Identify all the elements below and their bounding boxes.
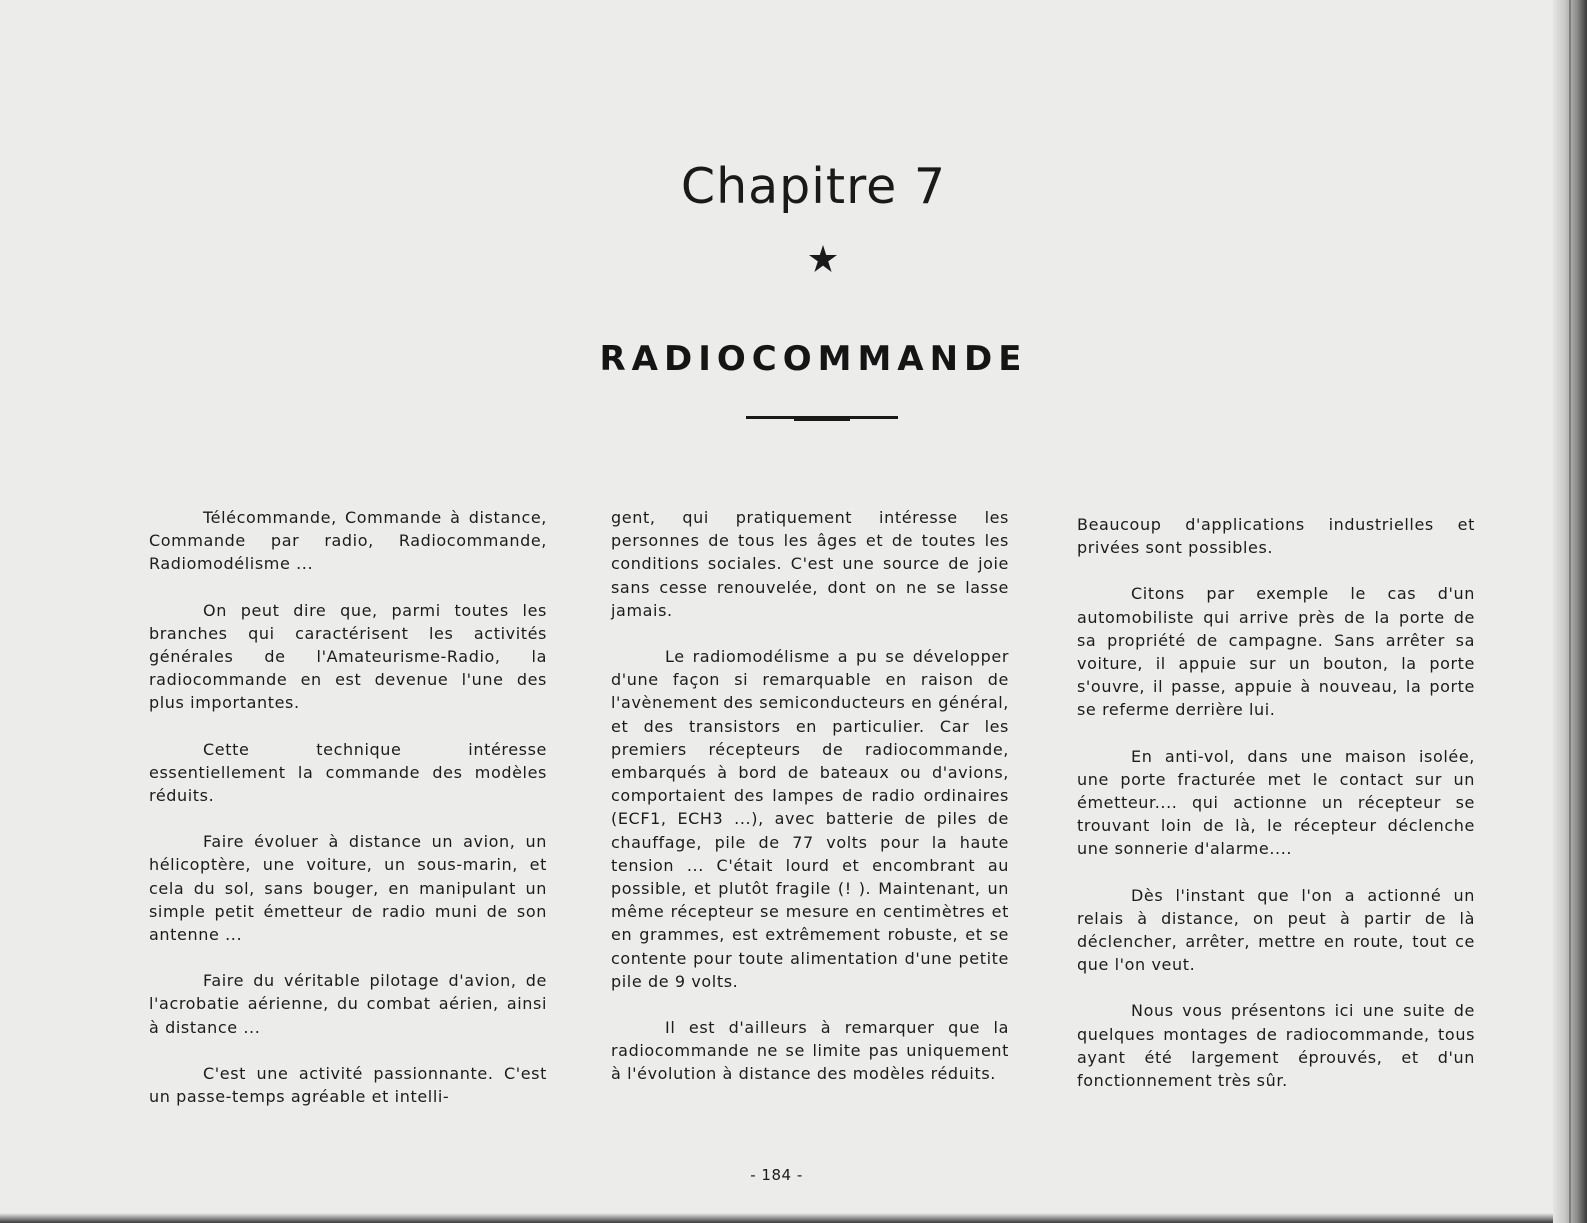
paragraph: Cette technique intéresse essentiellement la commande des modèles réduits. xyxy=(149,739,547,806)
chapter-title: Chapitre 7 xyxy=(680,158,947,215)
scan-bottom-shadow xyxy=(0,1213,1553,1223)
paragraph: Le radiomodélisme a pu se développer d'une façon si remarquable en raison de l'avènement des semiconducteurs en général, et des transistors en particulier. Car les premiers récepteurs de radiocommande, embarqués à bord de bateaux ou d'avions, comportaient des lampes de radio ordinaires (ECF1, ECH3 ...), avec batterie de piles de chauffage, pile de 77 volts pour la haute tension ... C'était lourd et encombrant au possible, et plutôt fragile (! ). Maintenant, un même récepteur se mesure en centimètres et en grammes, est extrêmement robuste, et se contente pour toute alimentation d'une petite pile de 9 volts. xyxy=(611,647,1009,991)
star-icon xyxy=(806,244,840,274)
paragraph: Citons par exemple le cas d'un automobiliste qui arrive près de la porte de sa propriété de campagne. Sans arrêter sa voiture, il appuie sur un bouton, la porte s'ouvre, il passe, appuie à nouveau, la porte se referme derrière lui. xyxy=(1077,584,1475,720)
paragraph: Dès l'instant que l'on a actionné un relais à distance, on peut à partir de là déclencher, arrêter, mettre en route, tout ce que l'on veut. xyxy=(1077,885,1475,975)
paragraph: Faire du véritable pilotage d'avion, de l'acrobatie aérienne, du combat aérien, ainsi à distance ... xyxy=(149,971,547,1037)
paragraph: On peut dire que, parmi toutes les branches qui caractérisent les activités générales de l'Amateurisme-Radio, la radiocommande en est devenue l'une des plus importantes. xyxy=(149,600,547,713)
text-column-1 xyxy=(149,506,547,1108)
section-heading: RADIOCOMMANDE xyxy=(599,339,1028,379)
text-column-2 xyxy=(611,506,1009,1086)
paragraph: Nous vous présentons ici une suite de quelques montages de radiocommande, tous ayant été largement éprouvés, et d'un fonctionnement très sûr. xyxy=(1077,1001,1475,1091)
paragraph: Beaucoup d'applications industrielles et privées sont possibles. xyxy=(1077,515,1475,558)
text-column-3 xyxy=(1077,513,1475,1092)
page-number: - 184 - xyxy=(750,1166,803,1184)
paragraph: C'est une activité passionnante. C'est un passe-temps agréable et intelli- xyxy=(149,1063,547,1107)
paragraph: En anti-vol, dans une maison isolée, une porte fracturée met le contact sur un émetteur.... qui actionne un récepteur se trouvant loin de là, le récepteur déclenche une sonnerie d'alarme.... xyxy=(1077,746,1475,859)
heading-rule xyxy=(746,416,898,419)
paragraph: Faire évoluer à distance un avion, un hélicoptère, une voiture, un sous-marin, et cela du sol, sans bouger, en manipulant un simple petit émetteur de radio muni de son antenne ... xyxy=(149,832,547,945)
paragraph: Télécommande, Commande à distance, Commande par radio, Radiocommande, Radiomodélisme ... xyxy=(149,508,547,574)
paragraph: gent, qui pratiquement intéresse les personnes de tous les âges et de toutes les conditions sociales. C'est une source de joie sans cesse renouvelée, dont on ne se lasse jamais. xyxy=(611,508,1009,620)
paragraph: Il est d'ailleurs à remarquer que la radiocommande ne se limite pas uniquement à l'évolution à distance des modèles réduits. xyxy=(611,1018,1009,1084)
